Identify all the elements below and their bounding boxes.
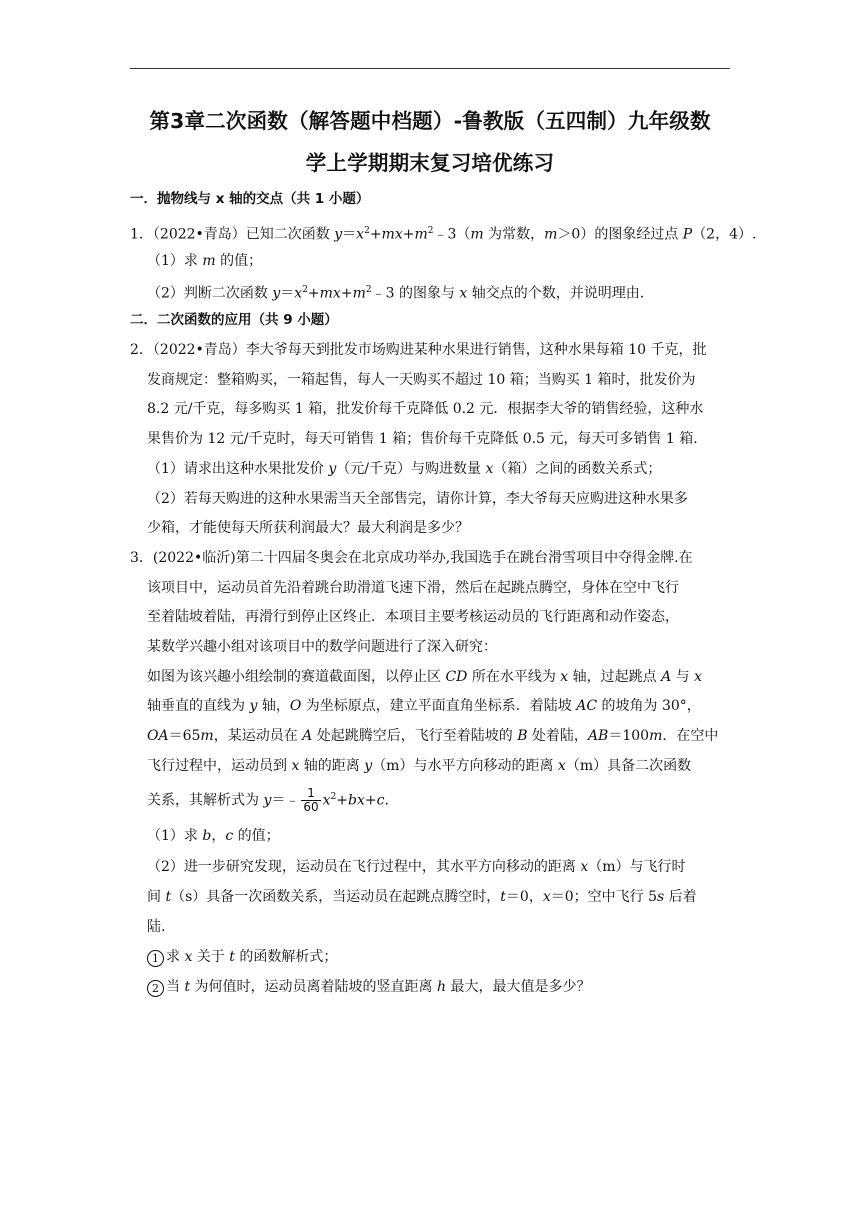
circled-number-2: 2 [147, 980, 164, 997]
document-title-line-2: 学上学期期末复习培优练习 [305, 151, 555, 175]
question-3-line-3: 至着陆坡着陆，再滑行到停止区终止．本项目主要考核运动员的飞行距离和动作姿态， [147, 609, 679, 625]
document-title-line-1: 第3章二次函数（解答题中档题）-鲁教版（五四制）九年级数 [149, 109, 711, 133]
question-2-line-4: 果售价为 12 元/千克时，每天可销售 1 箱；售价每千克降低 0.5 元，每天可多销售 1 箱. [147, 431, 698, 447]
question-3-subpart-2: 2 当 t 为何值时，运动员离着陆坡的竖直距离 h 最大，最大值是多少？ [147, 978, 730, 997]
question-2-part-2-line-1: （2）若每天购进的这种水果需当天全部售完，请你计算，李大爷每天应购进这种水果多 [147, 491, 688, 507]
question-3-subpart-1: 1 求 x 关于 t 的函数解析式； [147, 948, 730, 967]
question-3-part-2-line-2: 间 t（s）具备一次函数关系，当运动员在起跳点腾空时，t＝0，x＝0；空中飞行 5s 后着 [147, 889, 697, 905]
circled-number-1: 1 [147, 950, 164, 967]
question-1-stem: 1．（2022•青岛）已知二次函数 $y=x^2+mx+m^2﹣3(m$ 为常数，m＞0）的图象经过点 P（2，4）. [130, 226, 757, 243]
question-2-line-2: 发商规定：整箱购买，一箱起售，每人一天购买不超过 10 箱；当购买 1 箱时，批发价为 [147, 372, 696, 388]
question-3-formula-line: 关系，其解析式为 y＝﹣ $\frac{1}{60}$ $x^2+bx+c$. [147, 786, 389, 815]
question-2-part-2-line-2: 少箱，才能使每天所获利润最大？最大利润是多少？ [147, 520, 469, 536]
question-3-line-2: 该项目中，运动员首先沿着跳台助滑道飞速下滑，然后在起跳点腾空，身体在空中飞行 [147, 580, 679, 596]
section-2-heading: 二．二次函数的应用（共 9 小题） [130, 312, 338, 328]
question-3-part-2-line-1: （2）进一步研究发现，运动员在飞行过程中，其水平方向移动的距离 x（m）与飞行时 [147, 859, 686, 875]
question-3-line-8: 飞行过程中，运动员到 x 轴的距离 y（m）与水平方向移动的距离 x（m）具备二次函数 [147, 758, 692, 774]
question-3-line-1: 3．(2022•临沂)第二十四届冬奥会在北京成功举办,我国选手在跳台滑雪项目中夺得金牌.在 [130, 550, 693, 566]
question-2-line-3: 8.2 元/千克，每多购买 1 箱，批发价每千克降低 0.2 元．根据李大爷的销售经验，这种水 [147, 401, 704, 417]
question-3-part-1: （1）求 b，c 的值； [147, 828, 280, 844]
question-3-line-7: OA＝65m，某运动员在 A 处起跳腾空后，飞行至着陆坡的 B 处着陆，AB＝100m．在空中 [147, 728, 719, 744]
question-1-part-1: （1）求 m 的值； [147, 253, 263, 269]
header-rule [130, 68, 730, 69]
question-3-line-4: 某数学兴趣小组对该项目中的数学问题进行了深入研究： [147, 639, 497, 655]
question-1-part-2: （2）判断二次函数 $y=x^2+mx+m^2﹣3$ 的图象与 x 轴交点的个数，并说明理由. [147, 285, 645, 302]
fraction-one-sixtieth: $\frac{1}{60}$ [303, 786, 319, 815]
question-2-part-1: （1）请求出这种水果批发价 y（元/千克）与购进数量 x（箱）之间的函数关系式； [147, 461, 662, 477]
question-3-line-6: 轴垂直的直线为 y 轴，O 为坐标原点，建立平面直角坐标系．着陆坡 AC 的坡角为 30°， [147, 698, 701, 714]
question-3-line-5: 如图为该兴趣小组绘制的赛道截面图，以停止区 CD 所在水平线为 x 轴，过起跳点 A 与 x [147, 669, 703, 685]
question-3-part-2-line-3: 陆. [147, 919, 166, 935]
section-1-heading: 一．抛物线与 x 轴的交点（共 1 小题） [130, 191, 370, 207]
question-2-line-1: 2．（2022•青岛）李大爷每天到批发市场购进某种水果进行销售，这种水果每箱 10 千克，批 [130, 342, 707, 358]
